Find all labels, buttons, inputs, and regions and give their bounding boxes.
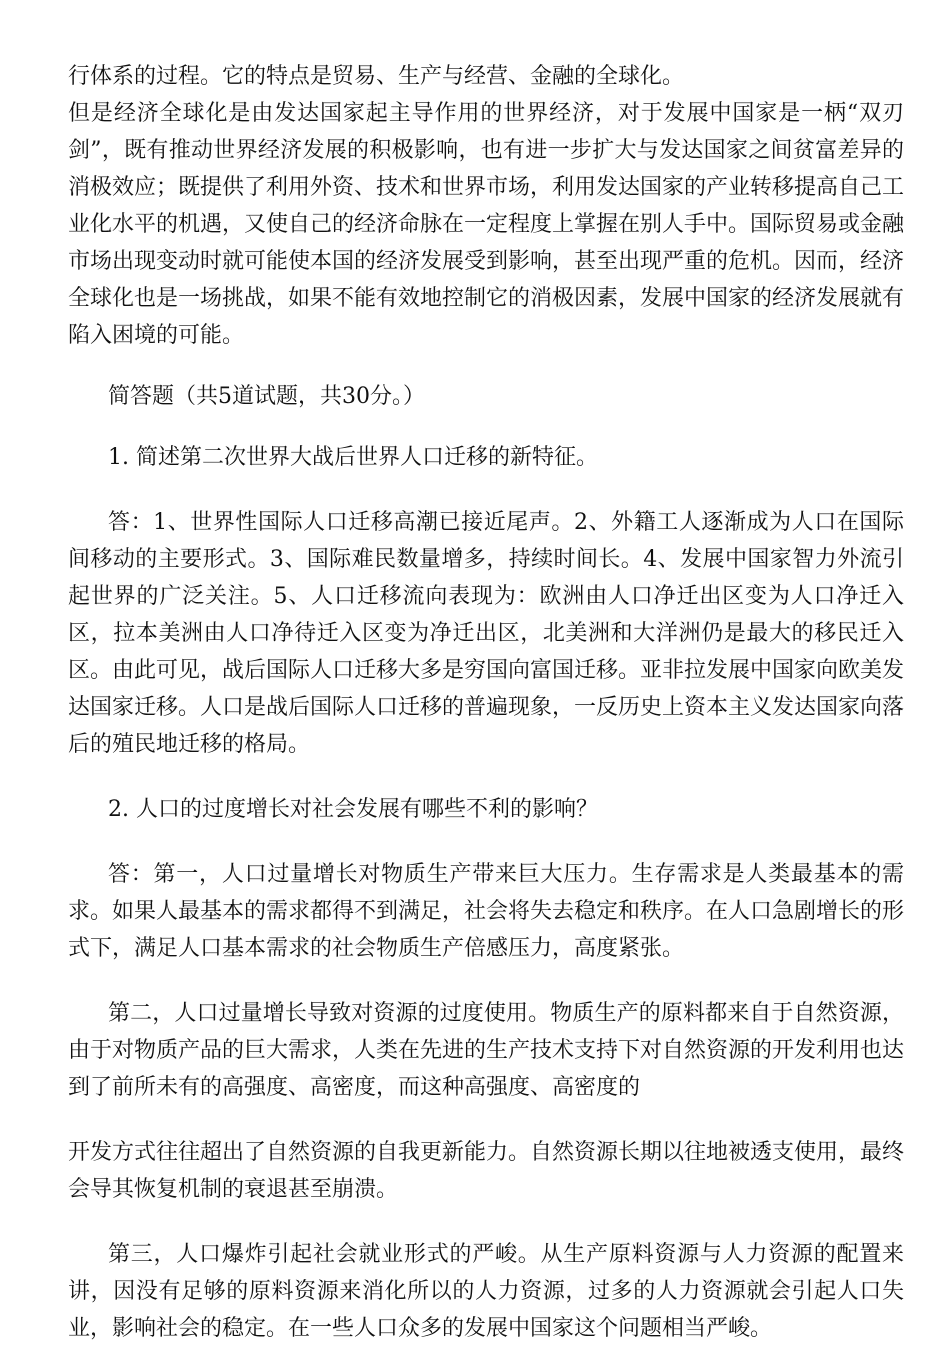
question-1: 1. 简述第二次世界大战后世界人口迁移的新特征。	[108, 445, 598, 470]
answer-2-part-3: 第三，人口爆炸引起社会就业形式的严峻。从生产原料资源与人力资源的配置来讲，因没有足够的原料资源来消化所以的人力资源，过多的人力资源就会引起人口失业，影响社会的稳定。在一些人口众多的发展中国家这个问题相当严峻。	[68, 1242, 904, 1341]
section-heading: 简答题（共5道试题，共30分。）	[108, 384, 425, 409]
answer-2-part-2-continued: 开发方式往往超出了自然资源的自我更新能力。自然资源长期以往地被透支使用，最终会导其恢复机制的衰退甚至崩溃。	[68, 1140, 905, 1202]
document-page	[68, 58, 904, 1347]
question-2: 2. 人口的过度增长对社会发展有哪些不利的影响？	[108, 797, 598, 822]
answer-1: 答：1、世界性国际人口迁移高潮已接近尾声。2、外籍工人逐渐成为人口在国际间移动的主要形式。3、国际难民数量增多，持续时间长。4、发展中国家智力外流引起世界的广泛关注。5、人口迁移流向表现为：欧洲由人口净迁出区变为人口净迁入区，拉本美洲由人口净待迁入区变为净迁出区，北美洲和大洋洲仍是最大的移民迁入区。由此可见，战后国际人口迁移大多是穷国向富国迁移。亚非拉发展中国家向欧美发达国家迁移。人口是战后国际人口迁移的普遍现象，一反历史上资本主义发达国家向落后的殖民地迁移的格局。	[68, 510, 905, 757]
paragraph-globalization: 但是经济全球化是由发达国家起主导作用的世界经济，对于发展中国家是一柄“双刃剑”，既有推动世界经济发展的积极影响，也有进一步扩大与发达国家之间贫富差异的消极效应；既提供了利用外资、技术和世界市场，利用发达国家的产业转移提高自己工业化水平的机遇，又使自己的经济命脉在一定程度上掌握在别人手中。国际贸易或金融市场出现变动时就可能使本国的经济发展受到影响，甚至出现严重的危机。因而，经济全球化也是一场挑战，如果不能有效地控制它的消极因素，发展中国家的经济发展就有陷入困境的可能。	[68, 101, 905, 348]
answer-2-part-2: 第二，人口过量增长导致对资源的过度使用。物质生产的原料都来自于自然资源，由于对物质产品的巨大需求，人类在先进的生产技术支持下对自然资源的开发利用也达到了前所未有的高强度、高密度，而这种高强度、高密度的	[68, 1001, 905, 1100]
paragraph-continuation: 行体系的过程。它的特点是贸易、生产与经营、金融的全球化。	[68, 64, 685, 89]
answer-2-part-1: 答：第一，人口过量增长对物质生产带来巨大压力。生存需求是人类最基本的需求。如果人最基本的需求都得不到满足，社会将失去稳定和秩序。在人口急剧增长的形式下，满足人口基本需求的社会物质生产倍感压力，高度紧张。	[68, 862, 905, 961]
